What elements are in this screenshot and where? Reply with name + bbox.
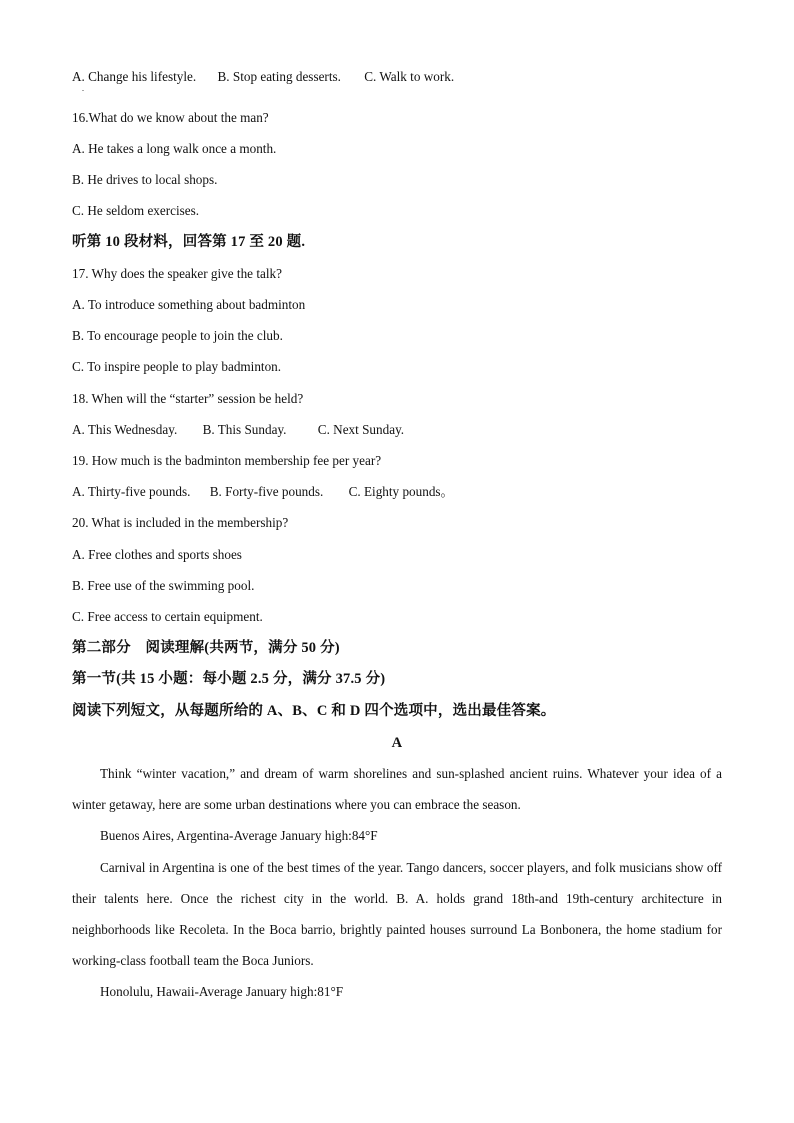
city2-title: Honolulu, Hawaii-Average January high:81°F (100, 984, 344, 999)
passage-label: A (391, 735, 403, 751)
section10-heading: 听第 10 段材料，回答第 17 至 20 题. (72, 234, 306, 250)
q16-option-a: A. He takes a long walk once a month. (72, 141, 277, 156)
q19-options (72, 483, 454, 501)
section1-heading: 第一节(共 15 小题：每小题 2.5 分，满分 37.5 分) (72, 671, 386, 687)
q20-option-c: C. Free access to certain equipment. (72, 609, 263, 624)
q19-question: 19. How much is the badminton membership fee per year? (72, 453, 382, 468)
passage-intro: Think “winter vacation,” and dream of warm shorelines and sun-splashed ancient ruins. Whatever your idea of a winter getaway, here are some urban destinations where you can embrace the season. (72, 766, 722, 812)
q19-option-b: B. Forty-five pounds. (209, 484, 324, 499)
city1-text: Carnival in Argentina is one of the best times of the year. Tango dancers, soccer players, and folk musicians show off their talents here. Once the richest city in the world. B. A. holds grand 18th-and 19th-century architecture in neighborhoods like Recoleta. In the Boca barrio, brightly painted houses surround La Bonbonera, the home stadium for working-class football team the Boca Juniors. (72, 860, 722, 968)
q20-option-b: B. Free use of the swimming pool. (72, 578, 255, 593)
q17-option-a: A. To introduce something about badminton (72, 297, 306, 312)
q19-option-c: C. Eighty pounds。 (348, 484, 454, 499)
q18-options (72, 421, 404, 439)
q17-option-b: B. To encourage people to join the club. (72, 328, 283, 343)
q15-option-a: A. Change his lifestyle. (72, 69, 197, 84)
q16-option-b: B. He drives to local shops. (72, 172, 218, 187)
reading-instruction: 阅读下列短文，从每题所给的 A、B、C 和 D 四个选项中，选出最佳答案。 (72, 703, 556, 719)
part2-heading: 第二部分 阅读理解(共两节，满分 50 分) (72, 640, 340, 656)
q15-option-b: B. Stop eating desserts. (217, 69, 341, 84)
q20-option-a: A. Free clothes and sports shoes (72, 547, 242, 562)
q18-question: 18. When will the “starter” session be held? (72, 391, 304, 406)
q15-option-c: C. Walk to work. (364, 69, 455, 84)
q20-question: 20. What is included in the membership? (72, 515, 289, 530)
q19-option-a: A. Thirty-five pounds. (72, 484, 191, 499)
q17-option-c: C. To inspire people to play badminton. (72, 359, 282, 374)
city1-title: Buenos Aires, Argentina-Average January high:84°F (100, 828, 378, 843)
q18-option-b: B. This Sunday. (202, 422, 287, 437)
q17-question: 17. Why does the speaker give the talk? (72, 266, 282, 281)
stray-mark: . (82, 84, 84, 93)
q16-option-c: C. He seldom exercises. (72, 203, 200, 218)
q18-option-a: A. This Wednesday. (72, 422, 178, 437)
q16-question: 16.What do we know about the man? (72, 110, 269, 125)
q18-option-c: C. Next Sunday. (317, 422, 405, 437)
q15-options (72, 68, 454, 86)
